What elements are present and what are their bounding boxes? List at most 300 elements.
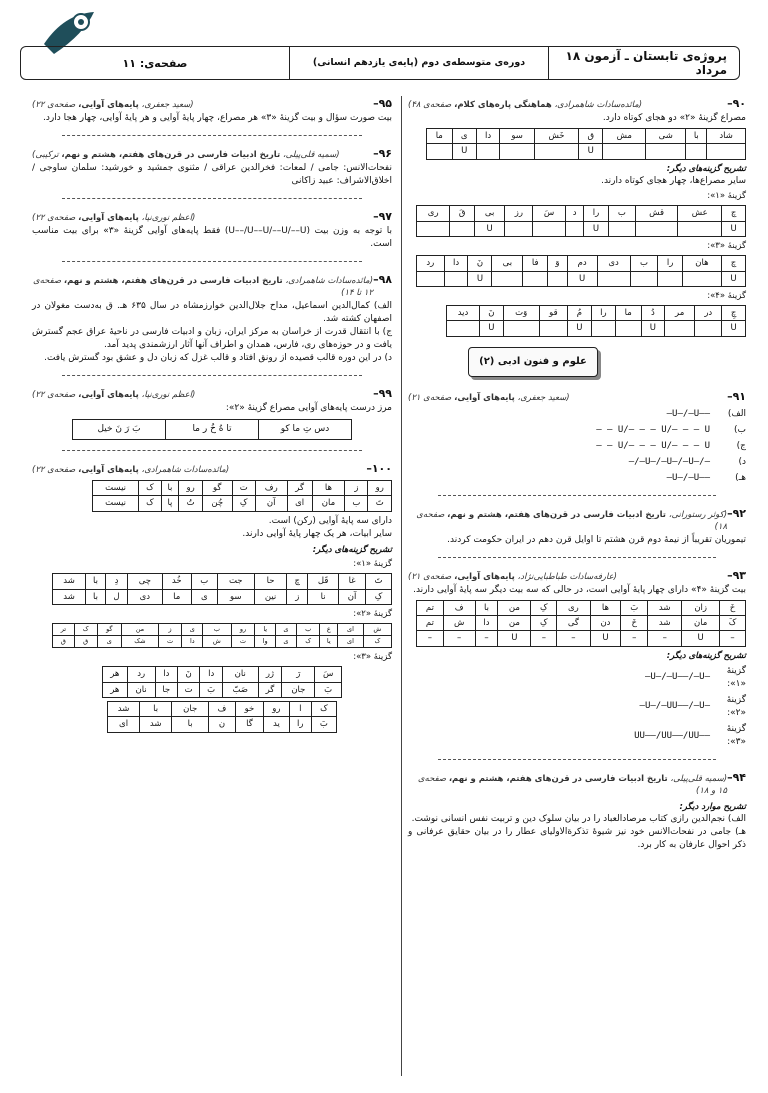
table-cell: نیست	[93, 496, 139, 511]
table-cell: خو	[235, 702, 263, 717]
option-label: گزینهٔ «۳»:	[707, 240, 746, 251]
table-cell: ژر	[258, 667, 282, 682]
table-row	[427, 128, 746, 143]
table-cell: رو	[368, 480, 392, 495]
question-source: (سمیه قلی‌پیلی، تاریخ ادبیات فارسی در قرن‌های هفتم، هشتم و نهم، صفحه‌ی ۱۵ و ۱۸)	[417, 774, 728, 797]
table-cell: رو	[179, 480, 203, 495]
question-source: (سمیه قلی‌پیلی، تاریخ ادبیات فارسی در قرن‌های هفتم، هشتم و نهم، ترکیبی)	[32, 149, 340, 160]
table-cell: شی	[646, 128, 686, 143]
table-cell: ع	[320, 624, 338, 636]
sub-heading: تشریح موارد دیگر:	[679, 801, 746, 812]
answer-text: بیت گزینهٔ «۴» دارای چهار پایهٔ آوایی است، در حالی که سه بیت دیگر سه پایهٔ آوایی دارند.	[413, 584, 746, 595]
table-cell	[476, 144, 499, 159]
table-cell: ی	[275, 636, 296, 648]
table-cell: مش	[603, 128, 646, 143]
table-cell: نان	[127, 682, 155, 697]
meter-option	[408, 694, 746, 720]
course-label: دوره‌ی متوسطه‌ی دوم (پایه‌ی یازدهم انسانی)	[289, 47, 549, 79]
syllable-table	[416, 255, 746, 287]
table-cell: دا	[476, 128, 499, 143]
table-cell: با	[172, 717, 209, 732]
table-cell: سو	[217, 589, 254, 604]
meter-option	[408, 456, 746, 469]
question-number: ۹۹–	[373, 386, 392, 400]
table-row	[417, 221, 746, 236]
question-number: ۹۱–	[727, 389, 746, 403]
answer-text: سایر مصراع‌ها، چهار هجای کوتاه دارند.	[601, 175, 746, 186]
table-cell: دا	[155, 667, 177, 682]
table-cell: ای	[287, 496, 312, 511]
separator	[438, 557, 716, 558]
syllable-table	[416, 205, 746, 237]
left-column	[32, 96, 392, 739]
table-cell: –	[443, 631, 475, 646]
table-cell: U	[567, 271, 597, 286]
table-cell: با	[475, 600, 498, 615]
table-cell: مُ	[568, 306, 592, 321]
table-cell: پا	[161, 496, 179, 511]
table-cell: ق	[74, 636, 97, 648]
table-cell: بَ	[315, 682, 342, 697]
meter-pattern: – – U/– – – U/– – – U	[596, 424, 710, 435]
table-cell: U	[568, 321, 592, 336]
table-cell: U	[579, 144, 603, 159]
separator	[438, 759, 716, 760]
table-cell: چ	[287, 574, 308, 589]
option-label: گزینهٔ «۱»:	[707, 190, 746, 201]
table-cell: ت	[177, 682, 200, 697]
table-row	[427, 144, 746, 159]
table-cell: ی	[182, 624, 203, 636]
table-cell: جا	[155, 682, 177, 697]
table-cell: ق	[579, 128, 603, 143]
table-cell: قَ	[450, 206, 475, 221]
table-cell: رو	[231, 624, 255, 636]
table-cell: نین	[254, 589, 287, 604]
table-cell: چ	[722, 256, 746, 271]
table-row	[53, 589, 392, 604]
table-cell	[565, 221, 584, 236]
question-99	[32, 386, 392, 440]
answer-text: مصراع گزینهٔ «۲» دو هجای کوتاه دارد.	[602, 112, 746, 123]
table-row	[93, 496, 392, 511]
table-cell: قَل	[308, 574, 339, 589]
table-cell: –	[557, 631, 590, 646]
table-cell: قش	[636, 206, 678, 221]
table-cell	[695, 321, 722, 336]
table-cell	[503, 321, 539, 336]
table-row	[53, 624, 392, 636]
table-cell: دِ	[105, 574, 127, 589]
table-cell: ها	[312, 480, 345, 495]
question-number: ۹۳–	[727, 568, 746, 582]
table-cell: ن	[209, 717, 236, 732]
question-number: ۹۲–	[727, 506, 746, 520]
table-cell: شد	[53, 574, 86, 589]
table-cell: ک	[311, 702, 336, 717]
table-cell: رو	[264, 702, 290, 717]
table-cell	[444, 271, 468, 286]
question-number: ۹۷–	[373, 210, 392, 224]
question-97	[32, 209, 392, 251]
meter-pattern: UU––/UU––/UU––	[634, 730, 710, 741]
table-cell: ری	[417, 206, 450, 221]
table-cell: دا	[182, 636, 203, 648]
table-cell	[447, 321, 480, 336]
table-cell: گر	[287, 480, 312, 495]
table-cell: خَ	[621, 615, 648, 630]
table-cell: جت	[217, 574, 254, 589]
table-cell: نان	[222, 667, 258, 682]
table-cell: –	[621, 631, 648, 646]
table-cell: –	[720, 631, 746, 646]
question-source: (مائده‌سادات شاهمرادی، پایه‌های آوایی، صفحه‌ی ۲۲)	[32, 464, 230, 475]
table-row	[108, 717, 337, 732]
table-cell	[603, 144, 646, 159]
table-cell: گی	[557, 615, 590, 630]
table-cell: بَ	[311, 717, 336, 732]
meter-pattern: –U–/–U––	[666, 472, 710, 483]
table-cell: جان	[282, 682, 315, 697]
question-number: ۹۶–	[373, 146, 392, 160]
table-cell: شد	[648, 615, 682, 630]
meter-option	[408, 408, 746, 421]
table-cell: با	[686, 128, 707, 143]
table-cell	[658, 271, 682, 286]
table-cell	[608, 221, 635, 236]
table-cell: خَ	[720, 600, 746, 615]
table-cell: مر	[665, 306, 695, 321]
question-source: (اعظم نوری‌نیا، پایه‌های آوایی، صفحه‌ی ۲۲)	[32, 389, 196, 400]
table-cell: گا	[235, 717, 263, 732]
option-label: گزینهٔ «۱»:	[353, 558, 392, 569]
table-cell: –	[648, 631, 682, 646]
table-cell	[450, 221, 475, 236]
table-cell: ک	[363, 636, 391, 648]
answer-text: مرز درست پایه‌های آوایی مصراع گزینهٔ «۲»:	[225, 402, 392, 413]
syllable-table	[52, 573, 392, 605]
option-label: ج)	[736, 440, 746, 451]
table-cell: صَبّ	[222, 682, 258, 697]
table-row	[53, 636, 392, 648]
table-cell: ای	[338, 636, 364, 648]
table-cell: وَت	[503, 306, 539, 321]
table-cell: ب	[191, 574, 217, 589]
table-cell: بَ	[621, 600, 648, 615]
table-cell: ت	[232, 480, 255, 495]
table-cell: هر	[103, 667, 128, 682]
table-cell: دم	[567, 256, 597, 271]
table-cell: خَش	[534, 128, 578, 143]
question-92	[408, 506, 746, 547]
question-96	[32, 146, 392, 188]
table-cell: ز	[158, 624, 182, 636]
column-divider	[401, 96, 402, 1076]
table-cell: در	[695, 306, 722, 321]
table-cell: ز	[345, 480, 368, 495]
table-cell: من	[122, 624, 159, 636]
sub-heading: تشریح گزینه‌های دیگر:	[666, 163, 746, 174]
question-95	[32, 96, 392, 125]
table-cell: تَ	[366, 574, 392, 589]
question-source: (اعظم نوری‌نیا، پایه‌های آوایی، صفحه‌ی ۲۲)	[32, 213, 196, 224]
table-cell: من	[498, 615, 531, 630]
meter-option	[408, 723, 746, 749]
table-cell: کَ	[720, 615, 746, 630]
page-header	[20, 46, 740, 80]
table-cell: ای	[108, 717, 140, 732]
table-cell: رد	[127, 667, 155, 682]
table-cell: ش	[203, 636, 231, 648]
syllable-table	[92, 480, 392, 512]
meter-pattern: –U–/–U––/–U–	[644, 672, 710, 683]
meter-list	[408, 408, 746, 485]
option-label: الف)	[727, 408, 746, 419]
table-cell: U	[480, 321, 504, 336]
table-cell: ب	[203, 624, 231, 636]
foot-box: تا هُ خُ ر ما	[165, 420, 258, 439]
question-source: (کوثر رستورانی، تاریخ ادبیات فارسی در قرن‌های هفتم، هشتم و نهم، صفحه‌ی ۱۸)	[416, 509, 728, 533]
option-label: گزینهٔ «۳»:	[353, 652, 392, 663]
question-source: (عارفه‌سادات طباطبایی‌نژاد، پایه‌های آوایی، صفحه‌ی ۲۱)	[408, 571, 618, 582]
table-cell: بی	[474, 206, 505, 221]
table-cell: U	[722, 321, 746, 336]
meter-list	[408, 665, 746, 749]
option-label: هـ)	[735, 472, 746, 483]
table-cell: ش	[443, 615, 475, 630]
answer-text: ج) با انتقال قدرت از خراسان به مرکز ایران، زبان و ادبیات فارسی در ناحیهٔ عراق عجم گسترش یافت و در حوزه‌های ری، فارس، همدان و اطراف آنها آثار ارزشمندی پدید آمد.	[32, 326, 392, 350]
table-cell: با	[140, 702, 172, 717]
table-cell: ب	[630, 256, 658, 271]
question-number: ۹۰–	[727, 97, 746, 110]
table-cell: گو	[202, 480, 232, 495]
question-number: ۹۴–	[727, 771, 746, 785]
separator	[62, 261, 362, 262]
table-cell	[597, 271, 630, 286]
table-cell: U	[498, 631, 531, 646]
table-cell: را	[591, 306, 615, 321]
table-cell: ب	[608, 206, 635, 221]
table-cell: ک	[139, 480, 161, 495]
table-cell	[682, 271, 721, 286]
table-cell: دن	[590, 615, 621, 630]
table-cell: ف	[209, 702, 236, 717]
table-cell: ها	[590, 600, 621, 615]
table-cell: خُد	[162, 574, 191, 589]
option-label: گزینهٔ «۲»:	[726, 694, 746, 718]
table-cell: ید	[264, 717, 290, 732]
meter-pattern: –U–/–UU––/–U–	[639, 701, 710, 712]
table-cell: دی	[128, 589, 162, 604]
table-cell	[500, 144, 535, 159]
table-cell: –	[475, 631, 498, 646]
question-93	[408, 568, 746, 750]
table-cell: رف	[255, 480, 287, 495]
table-row	[447, 321, 746, 336]
table-cell: ک	[139, 496, 161, 511]
option-label: گزینهٔ «۳»:	[726, 724, 746, 748]
table-cell	[427, 144, 453, 159]
table-cell: کِ	[531, 600, 557, 615]
table-cell: نیست	[93, 480, 139, 495]
answer-text: هـ) جامی در نفحات‌الانس خود نیز شیوهٔ تذکرةالاولیای عطار را در بیان حقایق عرفانی و ذکر احوال عارفان به کار برد.	[408, 827, 746, 851]
table-cell: گر	[258, 682, 282, 697]
table-cell	[539, 321, 567, 336]
foot-boundary-boxes	[72, 419, 352, 440]
table-cell: چی	[128, 574, 162, 589]
table-cell: نَ	[468, 256, 492, 271]
foot-box: دس تِ ما کو	[258, 420, 351, 439]
table-cell: زان	[682, 600, 720, 615]
table-cell: ما	[162, 589, 191, 604]
table-cell: ق	[53, 636, 75, 648]
table-cell: U	[641, 321, 665, 336]
table-cell: شد	[648, 600, 682, 615]
option-label: د)	[738, 456, 746, 467]
table-cell: ت	[231, 636, 255, 648]
page-number: صفحه‌ی: ۱۱	[122, 56, 188, 70]
table-cell: ل	[105, 589, 127, 604]
table-cell: بَ	[200, 682, 223, 697]
table-cell: ی	[97, 636, 121, 648]
table-row	[103, 667, 342, 682]
table-cell: د	[565, 206, 584, 221]
option-label: گزینهٔ «۲»:	[353, 608, 392, 619]
table-cell: کِ	[531, 615, 557, 630]
table-cell: ی	[191, 589, 217, 604]
table-cell	[665, 321, 695, 336]
table-cell: نَ	[177, 667, 200, 682]
question-number: ۹۵–	[373, 97, 392, 110]
table-row	[417, 631, 746, 646]
question-100	[32, 461, 392, 733]
separator	[438, 495, 716, 496]
answer-text: بیت صورت سؤال و بیت گزینهٔ «۳» هر مصراع، چهار پایهٔ آوایی و هر پایهٔ آوایی، چهار هجا دارد.	[43, 112, 392, 123]
answer-text: د) در این دوره قالب قصیده از رونق افتاد و قالب غزل که زبان دل و عشق بود گسترش یافت.	[44, 352, 392, 363]
table-cell: مان	[682, 615, 720, 630]
answer-text: سایر ابیات، هر یک چهار پایهٔ آوایی دارند.	[242, 528, 392, 539]
table-cell: تم	[417, 615, 444, 630]
table-cell: جان	[172, 702, 209, 717]
option-label: گزینهٔ «۱»:	[726, 665, 746, 689]
table-cell	[505, 221, 533, 236]
syllable-table	[426, 128, 746, 160]
table-cell: فا	[523, 256, 548, 271]
syllable-table	[52, 623, 392, 648]
table-row	[417, 256, 746, 271]
sub-heading: تشریح گزینه‌های دیگر:	[312, 544, 392, 555]
table-cell	[678, 221, 722, 236]
table-cell: شد	[108, 702, 140, 717]
table-cell: U	[468, 271, 492, 286]
table-row	[417, 600, 746, 615]
table-cell: ک	[74, 624, 97, 636]
table-row	[108, 702, 337, 717]
answer-text: با توجه به وزن بیت (U––/U––U/––U/––U) فقط پایه‌های آوایی گزینهٔ «۳» برای بیت مناسب است.	[32, 225, 393, 249]
table-cell: U	[682, 631, 720, 646]
table-cell: چِ	[722, 306, 746, 321]
table-cell: تُ	[179, 496, 203, 511]
table-cell	[417, 221, 450, 236]
table-cell: دی	[597, 256, 630, 271]
table-cell: U	[722, 271, 746, 286]
table-cell	[523, 271, 548, 286]
table-cell: وا	[255, 636, 276, 648]
syllable-table	[107, 701, 337, 733]
table-cell: مان	[312, 496, 345, 511]
table-cell: رز	[505, 206, 533, 221]
table-cell: ز	[287, 589, 308, 604]
table-cell	[615, 321, 641, 336]
table-cell: عش	[678, 206, 722, 221]
question-91	[408, 389, 746, 485]
table-cell: هان	[682, 256, 721, 271]
option-label: گزینهٔ «۴»:	[707, 290, 746, 301]
table-cell: تَ	[368, 496, 392, 511]
table-cell: U	[474, 221, 505, 236]
table-cell: کِ	[366, 589, 392, 604]
table-cell: هر	[103, 682, 128, 697]
section-banner: علوم و فنون ادبی (۲)	[468, 347, 598, 377]
question-98	[32, 272, 392, 365]
table-cell: ش	[363, 624, 391, 636]
right-column	[408, 96, 746, 858]
table-cell: نا	[308, 589, 339, 604]
table-cell: ف	[443, 600, 475, 615]
table-cell	[707, 144, 746, 159]
table-cell: غا	[339, 574, 366, 589]
meter-pattern: –U–/–U––	[666, 408, 710, 419]
table-cell: U	[584, 221, 608, 236]
table-cell: دُ	[641, 306, 665, 321]
table-cell: آن	[255, 496, 287, 511]
table-row	[103, 682, 342, 697]
table-cell: –	[531, 631, 557, 646]
separator	[62, 450, 362, 451]
sub-heading: تشریح گزینه‌های دیگر:	[666, 650, 746, 661]
answer-text: دارای سه پایهٔ آوایی (رکن) است.	[268, 515, 392, 526]
table-cell: دا	[444, 256, 468, 271]
table-cell	[686, 144, 707, 159]
table-cell: سَ	[315, 667, 342, 682]
exam-title: پروژه‌ی تابستان ـ آزمون ۱۸ مرداد	[565, 49, 727, 77]
table-cell: ی	[452, 128, 476, 143]
separator	[62, 375, 362, 376]
table-cell: من	[498, 600, 531, 615]
separator	[62, 135, 362, 136]
table-cell	[548, 271, 567, 286]
table-cell: U	[590, 631, 621, 646]
table-cell: یا	[320, 636, 338, 648]
table-cell	[534, 144, 578, 159]
meter-pattern: – – U/– – – U/– – – U	[596, 440, 710, 451]
meter-pattern: –/–U–/–U–/–U–/–	[628, 456, 710, 467]
table-row	[417, 615, 746, 630]
table-cell: شاد	[707, 128, 746, 143]
table-cell: ک	[296, 636, 320, 648]
separator	[62, 198, 362, 199]
table-cell: بی	[492, 256, 523, 271]
table-cell	[630, 271, 658, 286]
table-cell	[417, 271, 445, 286]
table-cell	[492, 271, 523, 286]
table-cell	[533, 221, 566, 236]
question-source: (سعید جعفری، پایه‌های آوایی، صفحه‌ی ۲۱)	[408, 392, 570, 403]
question-number: ۹۸–	[373, 273, 392, 287]
table-cell	[636, 221, 678, 236]
answer-text: تیموریان تقریباً از نیمهٔ دوم قرن هشتم تا اوایل قرن دهم در ایران حکومت کردند.	[447, 534, 746, 545]
table-cell: شک	[122, 636, 159, 648]
